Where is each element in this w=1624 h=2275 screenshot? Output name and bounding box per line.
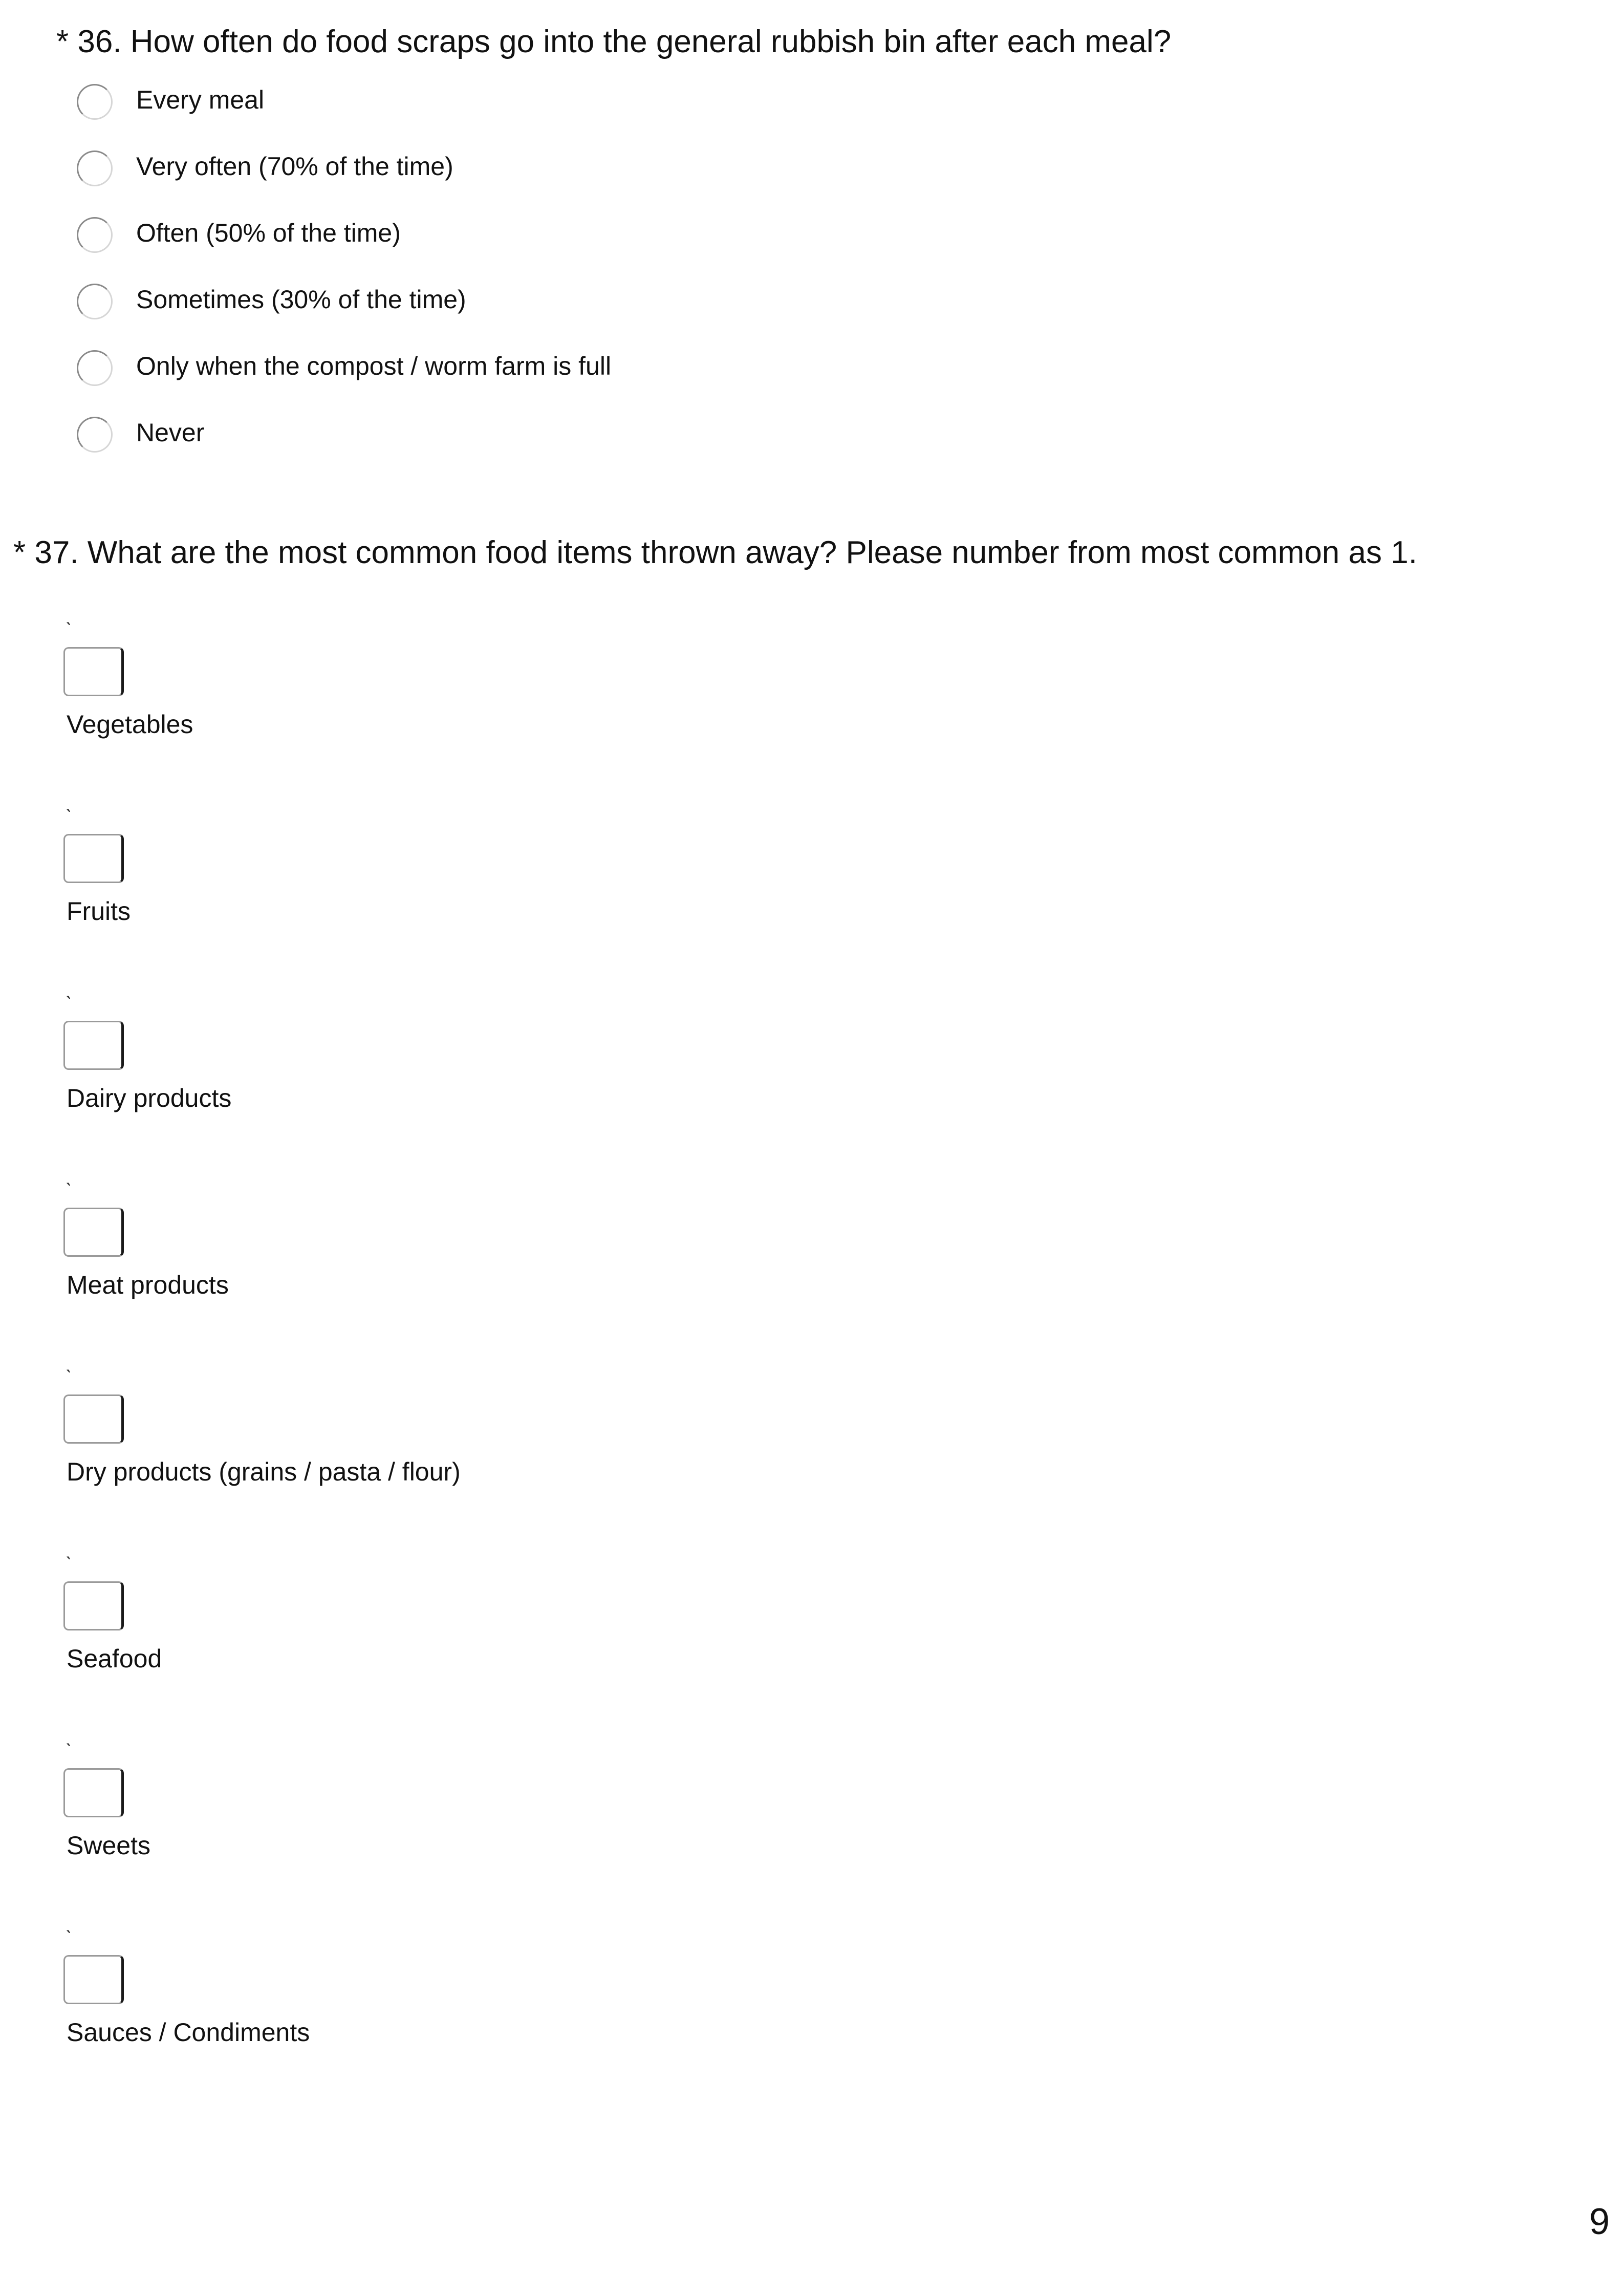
ranking-item-label: Seafood [67, 1644, 162, 1673]
item-marker: ˎ [66, 1350, 73, 1373]
item-marker: ˎ [66, 1911, 73, 1934]
rank-number-input[interactable] [63, 1021, 124, 1070]
radio-button[interactable] [77, 151, 113, 186]
ranking-item [61, 978, 778, 1147]
item-marker: ˎ [66, 603, 73, 626]
ranking-item [61, 1351, 778, 1520]
item-marker: ˎ [66, 1724, 73, 1747]
radio-button[interactable] [77, 350, 113, 386]
ranking-item-label: Sweets [67, 1831, 150, 1860]
radio-option-label: Only when the compost / worm farm is full [136, 352, 612, 380]
rank-number-input[interactable] [63, 1208, 124, 1257]
ranking-item-label: Sauces / Condiments [67, 2018, 310, 2047]
radio-option-label: Often (50% of the time) [136, 219, 401, 247]
radio-button[interactable] [77, 284, 113, 319]
ranking-item-label: Dairy products [67, 1084, 232, 1112]
rank-number-input[interactable] [63, 1955, 124, 2004]
rank-number-input[interactable] [63, 1581, 124, 1630]
page-number: 9 [1589, 2201, 1610, 2242]
radio-option[interactable] [77, 215, 793, 261]
ranking-item-label: Fruits [67, 897, 131, 926]
ranking-item [61, 1912, 778, 2081]
item-marker: ˎ [66, 1537, 73, 1560]
item-marker: ˎ [66, 1164, 73, 1186]
question-37-title: * 37. What are the most common food items thrown away? Please number from most common as 1. [13, 535, 1417, 570]
radio-option[interactable] [77, 415, 793, 461]
rank-number-input[interactable] [63, 1394, 124, 1444]
radio-button[interactable] [77, 217, 113, 253]
ranking-item [61, 1725, 778, 1894]
radio-option[interactable] [77, 82, 793, 128]
radio-option-label: Sometimes (30% of the time) [136, 285, 466, 314]
rank-number-input[interactable] [63, 1768, 124, 1817]
ranking-item-label: Dry products (grains / pasta / flour) [67, 1457, 461, 1486]
item-marker: ˎ [66, 790, 73, 812]
radio-option-label: Very often (70% of the time) [136, 152, 453, 181]
radio-option[interactable] [77, 148, 793, 195]
rank-number-input[interactable] [63, 647, 124, 696]
radio-option-label: Never [136, 418, 205, 447]
ranking-item [61, 1538, 778, 1707]
ranking-item-label: Meat products [67, 1271, 229, 1299]
radio-option[interactable] [77, 282, 793, 328]
rank-number-input[interactable] [63, 834, 124, 883]
ranking-item [61, 791, 778, 960]
radio-button[interactable] [77, 84, 113, 120]
ranking-item [61, 1165, 778, 1334]
radio-option-label: Every meal [136, 85, 265, 114]
question-36-title: * 36. How often do food scraps go into the general rubbish bin after each meal? [56, 24, 1172, 59]
ranking-item [61, 604, 778, 773]
radio-button[interactable] [77, 417, 113, 453]
ranking-item-label: Vegetables [67, 710, 193, 739]
item-marker: ˎ [66, 977, 73, 999]
radio-option[interactable] [77, 348, 793, 394]
